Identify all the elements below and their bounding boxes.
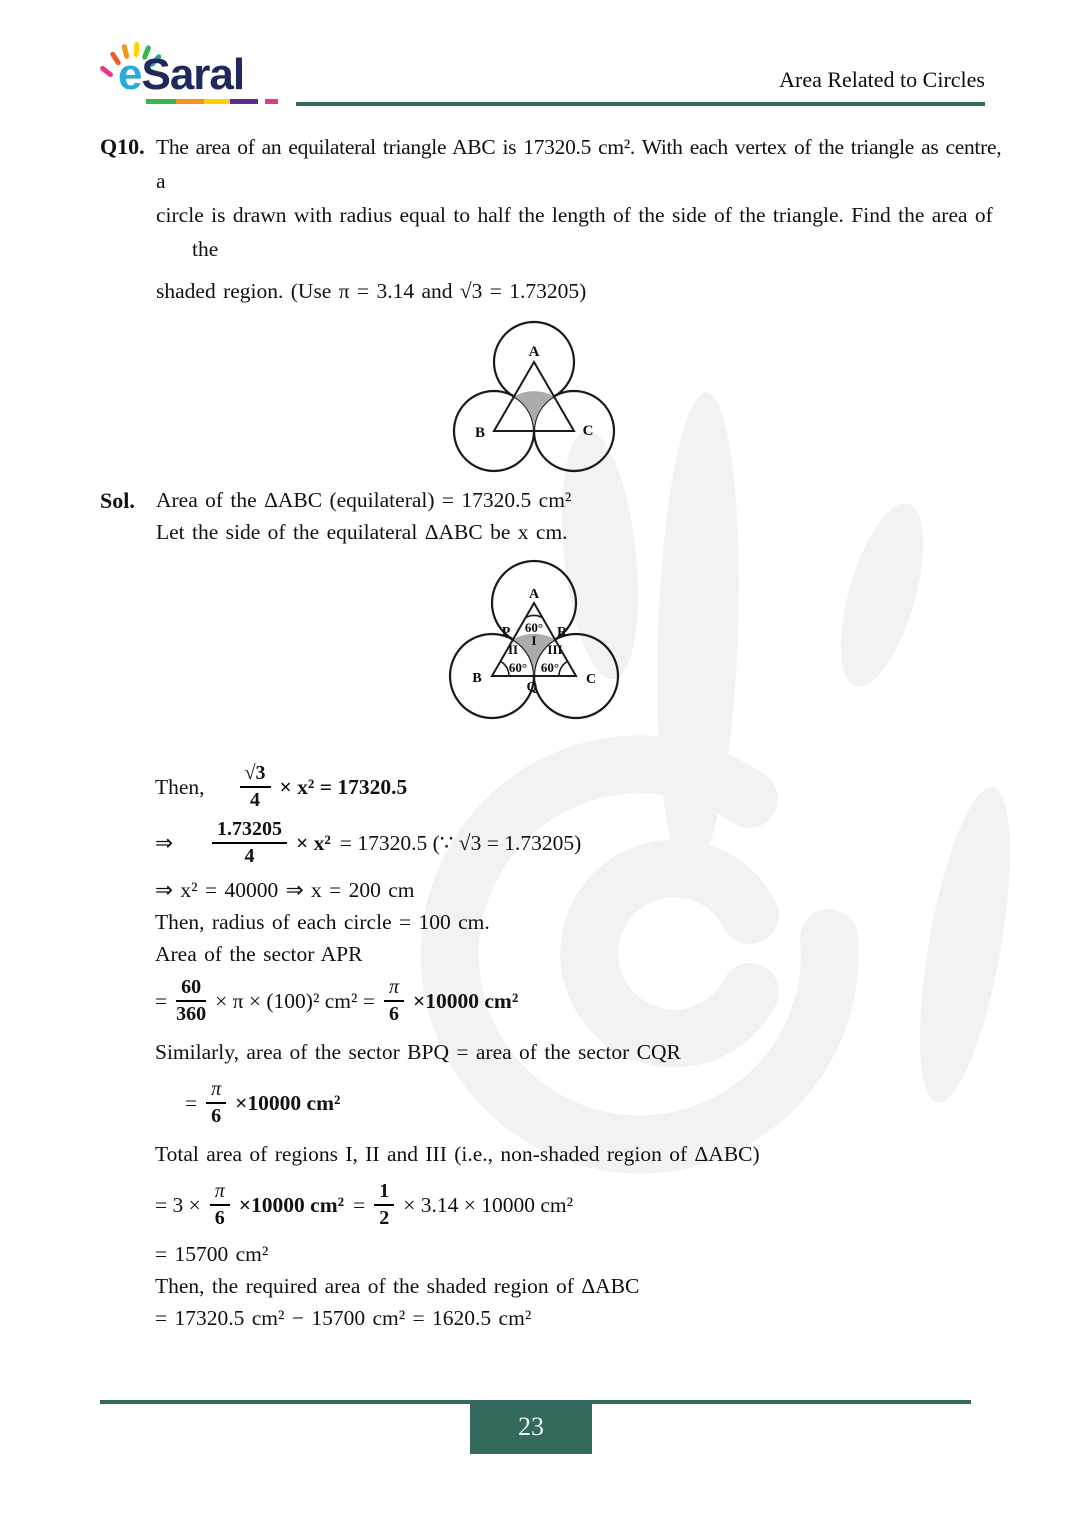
eq5-rhs: × 3.14 × 10000 cm²: [403, 1192, 574, 1217]
angle-arc-c: [559, 661, 568, 676]
question-line: circle is drawn with radius equal to half the length of the side of the triangle. Find the area of: [156, 203, 993, 227]
question-number: Q10.: [100, 134, 145, 159]
eq3-rhs: ×10000 cm²: [413, 988, 519, 1013]
chapter-title: Area Related to Circles: [779, 67, 985, 92]
vertex-label-a: A: [528, 587, 540, 602]
point-label-p: P: [501, 625, 511, 640]
point-label-q: Q: [526, 680, 538, 695]
vertex-label-a: A: [528, 344, 540, 360]
region-label-2: II: [507, 642, 519, 657]
vertex-label-c: C: [582, 423, 594, 439]
fraction: $\frac{1}{2}$: [374, 1180, 394, 1230]
solution-line: Area of the ΔABC (equilateral) = 17320.5 cm²: [156, 488, 572, 512]
logo-underline: [146, 99, 278, 104]
region-label-1: I: [531, 633, 537, 648]
solution-line: Similarly, area of the sector BPQ = area of the sector CQR: [155, 1040, 681, 1064]
fraction: $\frac{\pi}{6}$: [384, 976, 404, 1026]
fraction: $\frac{\pi}{6}$: [206, 1078, 226, 1128]
question-text: [156, 130, 1008, 308]
equation-3: [155, 976, 1008, 1026]
vertex-label-c: C: [585, 672, 597, 687]
solution-line: Then, radius of each circle = 100 cm.: [155, 910, 490, 934]
esaral-logo: [100, 42, 278, 106]
solution-line: = 17320.5 cm² − 15700 cm² = 1620.5 cm²: [155, 1306, 532, 1330]
solution-line: Area of the sector APR: [155, 942, 363, 966]
solution-label: Sol.: [100, 488, 135, 513]
vertex-label-b: B: [474, 425, 486, 441]
eq5-equals: =: [353, 1192, 366, 1217]
fraction: $\frac{1.73205}{4}$: [212, 818, 287, 868]
angle-label-b: 60°: [508, 660, 528, 675]
figure-three-circles-labeled: [429, 554, 639, 746]
page-header: [0, 0, 1068, 106]
eq3-lead: =: [155, 988, 168, 1013]
solution-line: Then, the required area of the shaded region of ΔABC: [155, 1274, 640, 1298]
eq1-rhs: × x² = 17320.5: [279, 774, 408, 799]
solution-block: [0, 476, 1068, 548]
eq2-mid: × x²: [296, 830, 331, 855]
eq4-lead: =: [185, 1090, 198, 1115]
logo-letter-e: e: [118, 50, 142, 99]
point-label-r: R: [556, 625, 568, 640]
implies-arrow: ⇒: [155, 830, 174, 855]
header-rule: [296, 67, 985, 106]
shaded-region: [514, 391, 554, 431]
eq2-rhs: = 17320.5 (∵ √3 = 1.73205): [339, 830, 582, 855]
solution-line: ⇒ x² = 40000 ⇒ x = 200 cm: [155, 878, 415, 902]
question-line: shaded region. (Use π = 3.14 and √3 = 1.73205): [156, 279, 587, 303]
equation-1: [155, 762, 1008, 812]
figure-three-circles-plain: [429, 318, 639, 476]
eq3-mid: × π × (100)² cm² =: [215, 988, 375, 1013]
logo-wordmark: [118, 50, 244, 100]
solution-line: Total area of regions I, II and III (i.e., non-shaded region of ΔABC): [155, 1142, 760, 1166]
fraction: $\frac{60}{360}$: [176, 976, 207, 1025]
angle-label-a: 60°: [524, 620, 544, 635]
logo-letters-saral: Saral: [141, 50, 245, 99]
solution-line: Let the side of the equilateral ΔABC be x cm.: [156, 520, 568, 544]
question-line: The area of an equilateral triangle ABC is 17320.5 cm². With each vertex of the triangle as centre, a: [156, 135, 1002, 193]
equation-5: [155, 1180, 1008, 1230]
fraction: $\frac{√3}{4}$: [240, 762, 271, 812]
solution-working: [0, 762, 1068, 1334]
solution-line: = 15700 cm²: [155, 1242, 269, 1266]
question-block: [0, 106, 1068, 308]
angle-label-c: 60°: [540, 660, 560, 675]
equation-2: [155, 818, 1008, 868]
fraction: $\frac{\pi}{6}$: [210, 1180, 230, 1230]
angle-arc-a: [526, 615, 543, 617]
eq5-mid: ×10000 cm²: [238, 1192, 345, 1217]
equation-4: [185, 1078, 1008, 1128]
eq5-lead: = 3 ×: [155, 1192, 201, 1217]
page-number: 23: [518, 1412, 544, 1441]
page-number-badge: [470, 1400, 592, 1454]
eq4-rhs: ×10000 cm²: [235, 1090, 341, 1115]
region-label-3: III: [547, 642, 563, 657]
question-line: the: [192, 237, 219, 261]
eq1-lead: Then,: [155, 774, 205, 799]
vertex-label-b: B: [472, 671, 482, 686]
angle-arc-b: [501, 661, 510, 676]
solution-intro: [156, 484, 1008, 548]
